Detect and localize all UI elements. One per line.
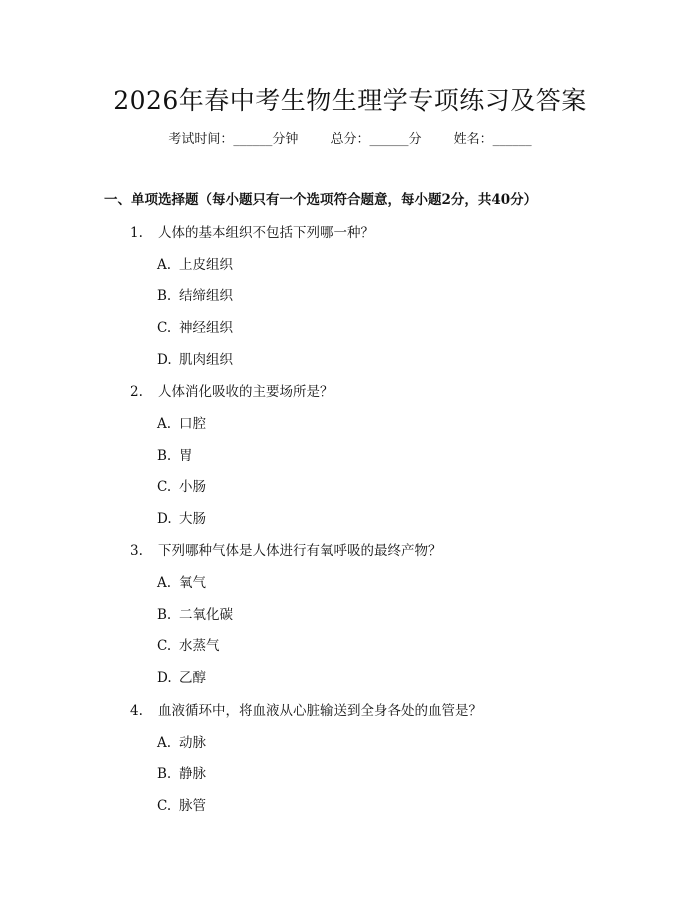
- option-b: [157, 764, 206, 784]
- option-letter: B.: [157, 607, 172, 623]
- option-text: 胃: [179, 448, 193, 464]
- question-1: [130, 223, 374, 243]
- option-text: 神经组织: [179, 320, 233, 336]
- total-score-field: 总分：______分: [330, 132, 422, 147]
- question-text: 人体消化吸收的主要场所是？: [158, 384, 334, 400]
- option-text: 二氧化碳: [179, 607, 233, 623]
- question-number: 4.: [130, 703, 143, 719]
- option-letter: C.: [157, 798, 172, 814]
- option-text: 水蒸气: [179, 638, 220, 654]
- question-2: [130, 382, 334, 402]
- option-letter: C.: [157, 320, 172, 336]
- question-text: 人体的基本组织不包括下列哪一种？: [158, 225, 374, 241]
- option-a: [157, 733, 206, 753]
- option-b: [157, 446, 193, 466]
- question-text: 血液循环中，将血液从心脏输送到全身各处的血管是？: [158, 703, 482, 719]
- option-d: [157, 509, 206, 529]
- option-letter: C.: [157, 479, 172, 495]
- option-c: [157, 636, 220, 656]
- option-text: 动脉: [179, 735, 206, 751]
- question-number: 2.: [130, 384, 143, 400]
- option-letter: D.: [157, 352, 172, 368]
- option-letter: A.: [157, 575, 172, 591]
- option-letter: B.: [157, 288, 172, 304]
- option-letter: D.: [157, 511, 172, 527]
- student-name-field: 姓名：______: [453, 132, 532, 147]
- option-letter: A.: [157, 257, 172, 273]
- section-heading: 一、单项选择题（每小题只有一个选项符合题意，每小题2分，共40分）: [104, 192, 538, 208]
- option-d: [157, 350, 233, 370]
- option-text: 肌肉组织: [179, 352, 233, 368]
- option-text: 结缔组织: [179, 288, 233, 304]
- exam-time-field: 考试时间：______分钟: [168, 132, 299, 147]
- option-text: 大肠: [179, 511, 206, 527]
- option-letter: A.: [157, 735, 172, 751]
- question-text: 下列哪种气体是人体进行有氧呼吸的最终产物？: [158, 543, 442, 559]
- option-b: [157, 605, 233, 625]
- question-number: 3.: [130, 543, 143, 559]
- option-text: 小肠: [179, 479, 206, 495]
- option-letter: C.: [157, 638, 172, 654]
- question-4: [130, 701, 482, 721]
- option-b: [157, 286, 233, 306]
- option-letter: D.: [157, 670, 172, 686]
- option-text: 氧气: [179, 575, 206, 591]
- question-3: [130, 541, 442, 561]
- option-letter: B.: [157, 766, 172, 782]
- option-a: [157, 255, 233, 275]
- exam-info: [0, 130, 700, 150]
- page-title: 2026年春中考生物生理学专项练习及答案: [113, 86, 587, 115]
- option-a: [157, 573, 206, 593]
- option-text: 脉管: [179, 798, 206, 814]
- option-text: 口腔: [179, 416, 206, 432]
- option-letter: A.: [157, 416, 172, 432]
- option-c: [157, 477, 206, 497]
- option-text: 静脉: [179, 766, 206, 782]
- option-c: [157, 796, 206, 816]
- option-d: [157, 668, 206, 688]
- option-a: [157, 414, 206, 434]
- question-number: 1.: [130, 225, 143, 241]
- option-text: 乙醇: [179, 670, 206, 686]
- option-text: 上皮组织: [179, 257, 233, 273]
- option-c: [157, 318, 233, 338]
- option-letter: B.: [157, 448, 172, 464]
